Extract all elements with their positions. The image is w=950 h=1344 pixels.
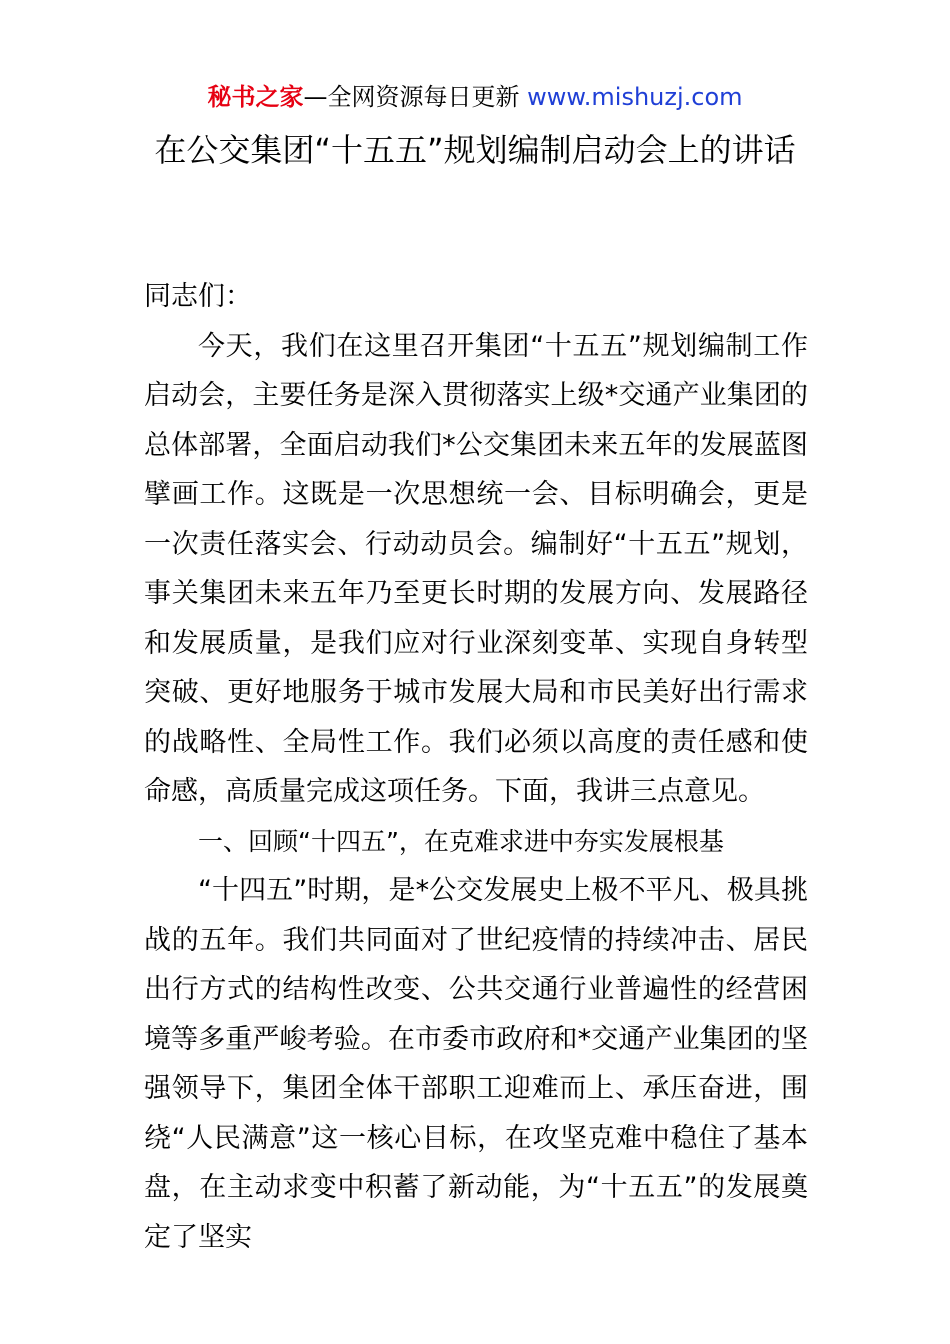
section-heading: 一、回顾“十四五”，在克难求进中夯实发展根基 xyxy=(198,826,724,856)
site-header xyxy=(0,80,950,114)
paragraph: 今天，我们在这里召开集团“十五五”规划编制工作启动会，主要任务是深入贯彻落实上级*交通产业集团的总体部署，全面启动我们*公交集团未来五年的发展蓝图擘画工作。这既是一次思想统一会、目标明确会，更是一次责任落实会、行动动员会。编制好“十五五”规划，事关集团未来五年乃至更长时期的发展方向、发展路径和发展质量，是我们应对行业深刻变革、实现自身转型突破、更好地服务于城市发展大局和市民美好出行需求的战略性、全局性工作。我们必须以高度的责任感和使命感，高质量完成这项任务。下面，我讲三点意见。 xyxy=(144,330,808,807)
site-url-link[interactable]: www.mishuzj.com xyxy=(527,83,743,111)
paragraph: “十四五”时期，是*公交发展史上极不平凡、极具挑战的五年。我们共同面对了世纪疫情的持续冲击、居民出行方式的结构性改变、公共交通行业普遍性的经营困境等多重严峻考验。在市委市政府和*交通产业集团的坚强领导下，集团全体干部职工迎难而上、承压奋进，围绕“人民满意”这一核心目标，在攻坚克难中稳住了基本盘，在主动求变中积蓄了新动能，为“十五五”的发展奠定了坚实 xyxy=(144,875,808,1253)
salutation: 同志们： xyxy=(144,281,252,312)
document-body xyxy=(144,272,808,1262)
site-tagline: —全网资源每日更新 xyxy=(303,83,528,111)
site-brand: 秘书之家 xyxy=(207,83,304,111)
document-title: 在公交集团“十五五”规划编制启动会上的讲话 xyxy=(154,131,796,169)
